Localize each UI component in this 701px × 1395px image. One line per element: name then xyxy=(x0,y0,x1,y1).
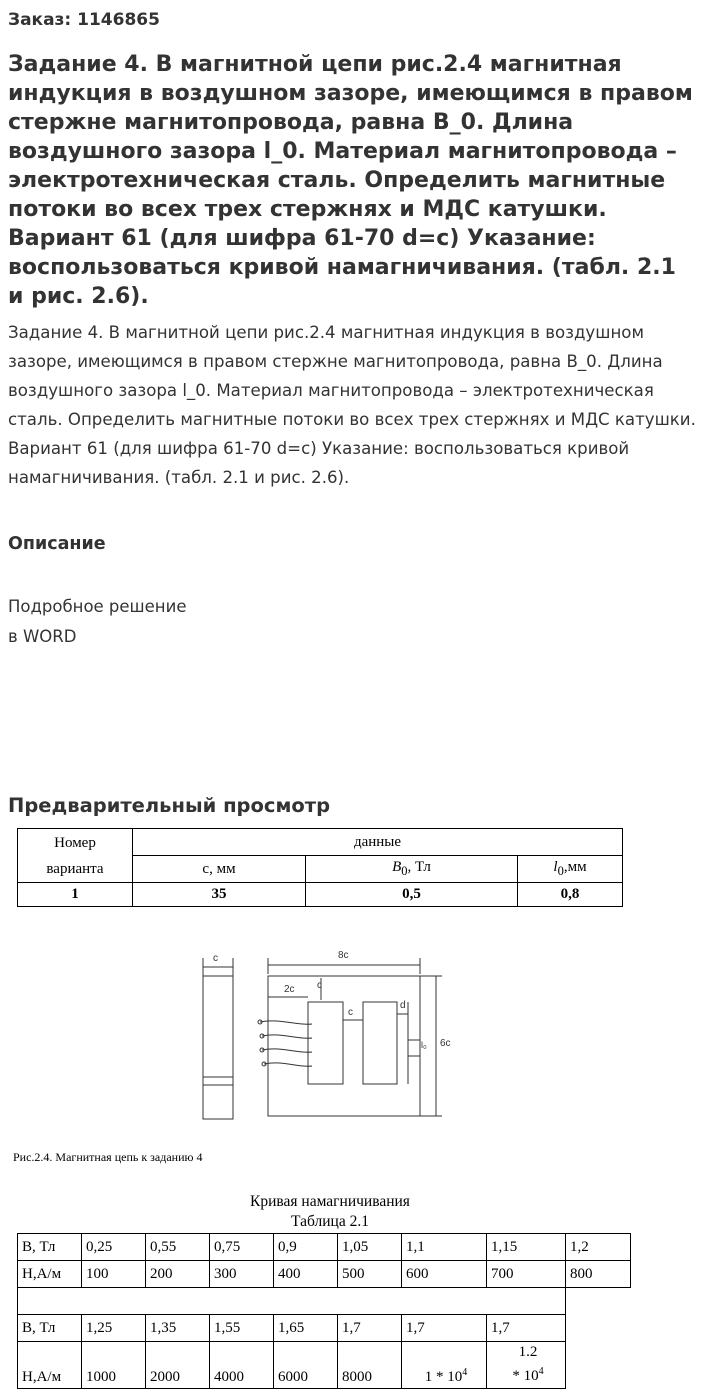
variant-value: 1 xyxy=(18,883,133,907)
label-6c: 6c xyxy=(440,1038,451,1049)
label-c-top: c xyxy=(213,953,218,964)
c-header: с, мм xyxy=(133,856,306,883)
variant-table xyxy=(17,828,623,907)
task-description: Задание 4. В магнитной цепи рис.2.4 магнитная индукция в воздушном зазоре, имеющимся в правом стержне магнитопровода, равна B_0. Длина воздушного зазора l_0. Материал магнитопровода – электротехническая сталь. Определить магнитные потоки во всех трех стержнях и МДС катушки. Вариант 61 (для шифра 61-70 d=c) Указание: воспользоваться кривой намагничивания. (табл. 2.1 и рис. 2.6). xyxy=(8,323,696,487)
figure-caption: Рис.2.4. Магнитная цепь к заданию 4 xyxy=(13,1150,203,1164)
label-l0: l₀ xyxy=(421,1040,427,1050)
coil xyxy=(258,1020,312,1066)
label-d: d xyxy=(400,1000,406,1011)
b0-value: 0,5 xyxy=(306,883,518,907)
curve-table-title: Кривая намагничивания Таблица 2.1 xyxy=(250,1193,410,1230)
task-title: Задание 4. В магнитной цепи рис.2.4 магнитная индукция в воздушном зазоре, имеющимся в правом стержне магнитопровода, равна B_0. Длина воздушного зазора l_0. Материал магнитопровода – электротехническая сталь. Определить магнитные потоки во всех трех стержнях и МДС катушки. Вариант 61 (для шифра 61-70 d=c) Указание: воспользоваться кривой намагничивания. (табл. 2.1 и рис. 2.6). xyxy=(8,52,693,309)
curve-row-h2: H,А/м 1000 2000 4000 6000 8000 $1 * 10^4$ 1.2 * $10^4$ xyxy=(18,1342,631,1389)
l0-header: $l_0,мм$ xyxy=(518,856,623,883)
curve-row-spacer xyxy=(18,1288,631,1315)
side-view-core xyxy=(203,976,233,1119)
label-8c: 8c xyxy=(338,950,349,961)
curve-row-b2: B, Тл 1,25 1,35 1,55 1,65 1,7 1,7 1,7 xyxy=(18,1315,631,1342)
order-number: Заказ: 1146865 xyxy=(8,10,160,30)
b0-header: $B_0$, Тл xyxy=(306,856,518,883)
variant-header: Номер варианта xyxy=(18,829,133,883)
label-c-mid: c xyxy=(348,1007,353,1018)
solution-text-2: в WORD xyxy=(8,627,77,646)
description-heading: Описание xyxy=(8,534,106,554)
magnetic-circuit-figure xyxy=(180,940,470,1125)
magnetization-curve-table xyxy=(17,1233,631,1389)
label-c-small: c xyxy=(317,980,322,991)
c-value: 35 xyxy=(133,883,306,907)
curve-row-b1: B, Тл 0,25 0,55 0,75 0,9 1,05 1,1 1,15 1,2 xyxy=(18,1234,631,1261)
l0-value: 0,8 xyxy=(518,883,623,907)
preview-heading: Предварительный просмотр xyxy=(8,794,331,817)
curve-row-h1: H,А/м 100 200 300 400 500 600 700 800 xyxy=(18,1261,631,1288)
label-2c: 2c xyxy=(284,984,295,995)
air-gap xyxy=(408,1040,420,1056)
solution-text-1: Подробное решение xyxy=(8,597,187,616)
data-header: данные xyxy=(133,829,623,856)
